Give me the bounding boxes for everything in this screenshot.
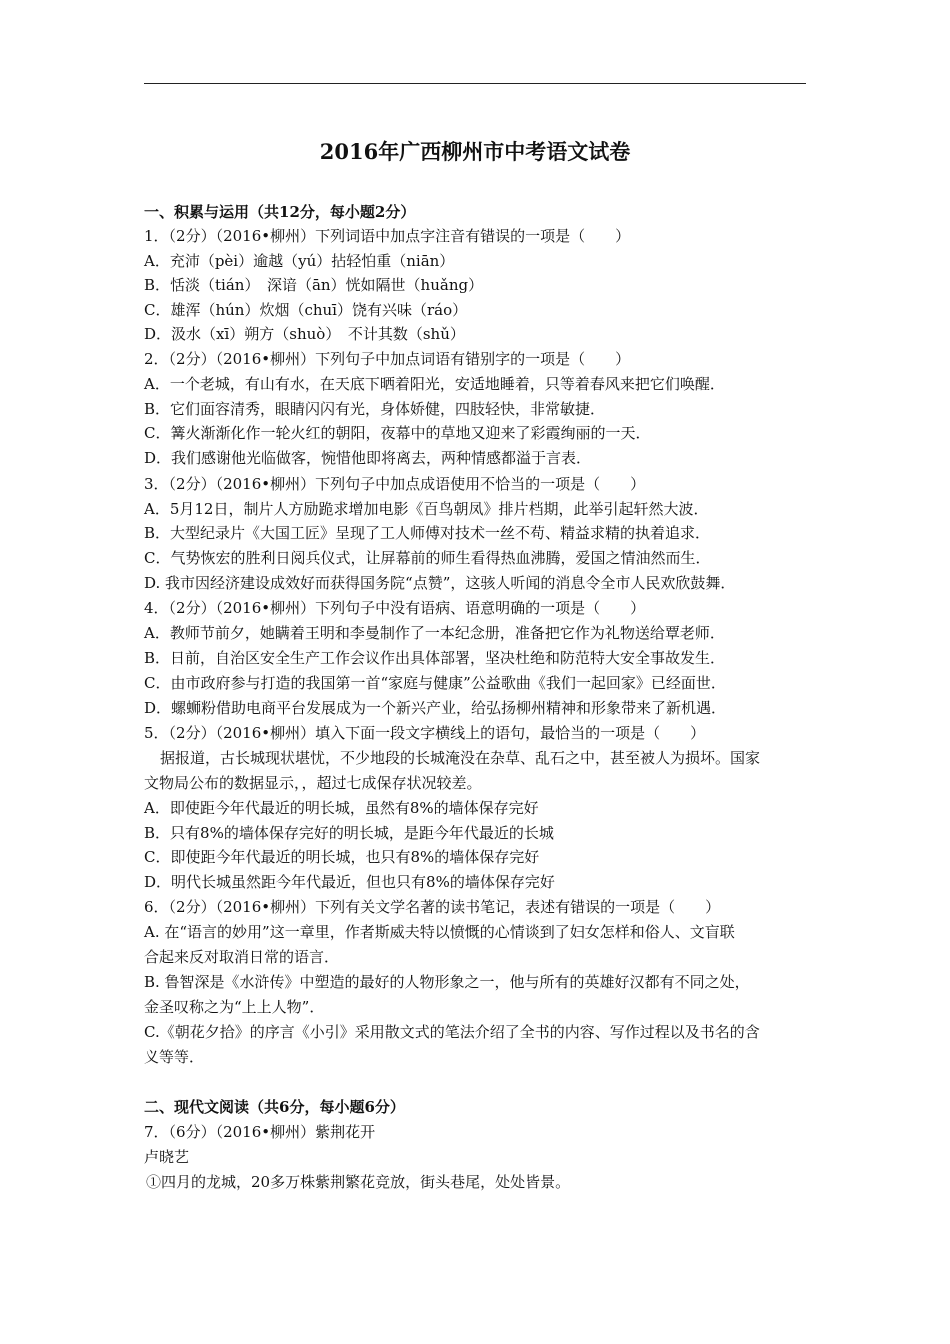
question-2-option-c: C．篝火渐渐化作一轮火红的朝阳，夜幕中的草地又迎来了彩霞绚丽的一天． — [144, 424, 651, 442]
question-3-option-c: C．气势恢宏的胜利日阅兵仪式，让屏幕前的师生看得热血沸腾，爱国之情油然而生． — [144, 549, 711, 567]
question-2: 2．（2分）（2016•柳州）下列句子中加点词语有错别字的一项是（ ） — [144, 350, 631, 368]
question-3-option-b: B．大型纪录片《大国工匠》呈现了工人师傅对技术一丝不苟、精益求精的执着追求． — [144, 524, 711, 542]
question-7: 7．（6分）（2016•柳州）紫荆花开 — [144, 1123, 376, 1141]
question-6-option-b-line-2: 金圣叹称之为“上上人物”． — [144, 998, 325, 1016]
question-6-option-a-line-1: A. 在“语言的妙用”这一章里，作者斯威夫特以愤慨的心情谈到了妇女怎样和俗人、文盲联 — [144, 923, 735, 941]
question-5-passage-line-1: 据报道，古长城现状堪忧，不少地段的长城淹没在杂草、乱石之中，甚至被人为损坏。国家 — [160, 749, 761, 767]
question-5-option-c: C．即使距今年代最近的明长城，也只有8%的墙体保存完好 — [144, 848, 540, 866]
question-6: 6．（2分）（2016•柳州）下列有关文学名著的读书笔记，表述有错误的一项是（ ） — [144, 898, 721, 916]
question-6-option-b-line-1: B. 鲁智深是《水浒传》中塑造的最好的人物形象之一，他与所有的英雄好汉都有不同之处， — [144, 973, 750, 991]
section-heading-2: 二、现代文阅读（共6分，每小题6分） — [144, 1098, 405, 1116]
question-1-option-c: C．雄浑（hún）炊烟（chuī）饶有兴味（ráo） — [144, 301, 468, 319]
question-5-option-d: D．明代长城虽然距今年代最近，但也只有8%的墙体保存完好 — [144, 873, 555, 891]
question-3-option-a: A．5月12日，制片人方励跪求增加电影《百鸟朝凤》排片档期，此举引起轩然大波． — [144, 500, 709, 518]
question-6-option-c-line-2: 义等等． — [144, 1048, 205, 1066]
question-6-option-a-line-2: 合起来反对取消日常的语言． — [144, 948, 340, 966]
question-5-passage-line-2: 文物局公布的数据显示，，超过七成保存状况较差。 — [144, 774, 482, 792]
question-4-option-d: D．螺蛳粉借助电商平台发展成为一个新兴产业，给弘扬柳州精神和形象带来了新机遇． — [144, 699, 727, 717]
article-paragraph-1: ①四月的龙城，20多万株紫荆繁花竞放，街头巷尾，处处皆景。 — [146, 1173, 571, 1191]
question-1-option-b: B．恬淡（tián） 深谙（ān）恍如隔世（huǎng） — [144, 276, 484, 294]
question-4: 4．（2分）（2016•柳州）下列句子中没有语病、语意明确的一项是（ ） — [144, 599, 646, 617]
header-rule — [144, 83, 806, 84]
question-2-option-d: D．我们感谢他光临做客，惋惜他即将离去，两种情感都溢于言表． — [144, 449, 592, 467]
question-5: 5．（2分）（2016•柳州）填入下面一段文字横线上的语句，最恰当的一项是（ ） — [144, 724, 706, 742]
question-4-option-b: B．日前，自治区安全生产工作会议作出具体部署，坚决杜绝和防范特大安全事故发生． — [144, 649, 726, 667]
question-2-option-a: A．一个老城，有山有水，在天底下晒着阳光，安适地睡着，只等着春风来把它们唤醒． — [144, 375, 725, 393]
question-1-option-d: D．汲水（xī）朔方（shuò） 不计其数（shǔ） — [144, 325, 465, 343]
question-5-option-a: A．即使距今年代最近的明长城，虽然有8%的墙体保存完好 — [144, 799, 539, 817]
question-2-option-b: B．它们面容清秀，眼睛闪闪有光，身体娇健，四肢轻快，非常敏捷． — [144, 400, 606, 418]
question-4-option-c: C．由市政府参与打造的我国第一首“家庭与健康”公益歌曲《我们一起回家》已经面世． — [144, 674, 726, 692]
question-3-option-d: D. 我市因经济建设成效好而获得国务院“点赞”，这骇人听闻的消息令全市人民欢欣鼓舞． — [144, 574, 736, 592]
question-3: 3．（2分）（2016•柳州）下列句子中加点成语使用不恰当的一项是（ ） — [144, 475, 646, 493]
question-6-option-c-line-1: C.《朝花夕拾》的序言《小引》采用散文式的笔法介绍了全书的内容、写作过程以及书名的含 — [144, 1023, 760, 1041]
section-heading-1: 一、积累与运用（共12分，每小题2分） — [144, 203, 416, 221]
question-1-option-a: A．充沛（pèi）逾越（yú）拈轻怕重（niān） — [144, 252, 455, 270]
article-author: 卢晓艺 — [144, 1148, 190, 1166]
question-1: 1．（2分）（2016•柳州）下列词语中加点字注音有错误的一项是（ ） — [144, 227, 631, 245]
page-title: 2016年广西柳州市中考语文试卷 — [319, 139, 631, 164]
question-5-option-b: B．只有8%的墙体保存完好的明长城，是距今年代最近的长城 — [144, 824, 554, 842]
question-4-option-a: A．教师节前夕，她瞒着王明和李曼制作了一本纪念册，准备把它作为礼物送给覃老师． — [144, 624, 725, 642]
